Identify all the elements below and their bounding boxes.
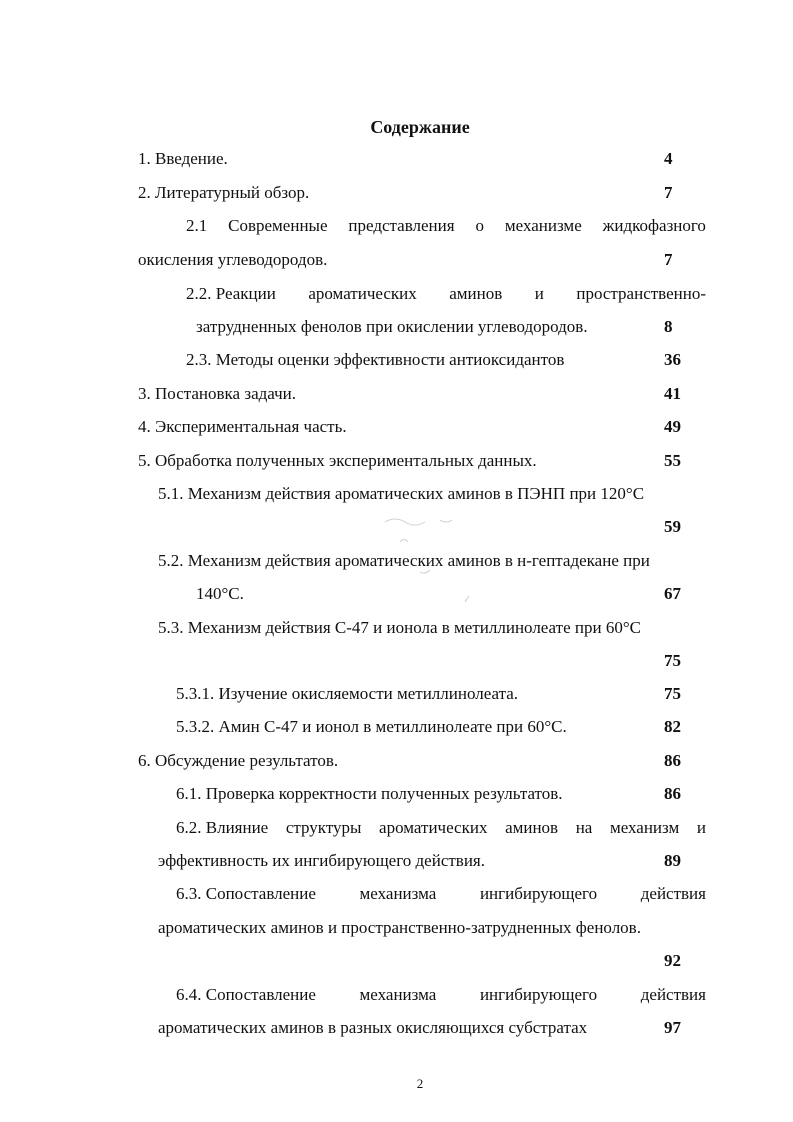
- toc-entry-6-1: 6.1. Проверка корректности полученных результатов.: [176, 784, 563, 803]
- toc-entry-6-2-cont: эффективность их ингибирующего действия.: [158, 851, 485, 870]
- page-number: 2: [416, 1076, 424, 1091]
- toc-entry-4: 4. Экспериментальная часть.: [138, 417, 347, 436]
- toc-page-1: 4: [664, 149, 673, 168]
- toc-entry-2-1: 2.1 Современные представления о механизме жидкофазного: [186, 216, 706, 235]
- toc-page-5-3-2: 82: [664, 717, 681, 736]
- toc-entry-6-4-cont: ароматических аминов в разных окисляющихся субстратах: [158, 1018, 588, 1037]
- toc-entry-5-2-cont: 140°С.: [196, 584, 244, 603]
- toc-page-2-1: 7: [664, 250, 673, 269]
- toc-entry-3: 3. Постановка задачи.: [138, 384, 297, 403]
- toc-page-3: 41: [664, 384, 681, 403]
- toc-entry-1: 1. Введение.: [138, 149, 228, 168]
- toc-page-2: 7: [664, 183, 673, 202]
- toc-entry-5-3-2: 5.3.2. Амин С-47 и ионол в метиллинолеате при 60°С.: [176, 717, 567, 736]
- toc-entry-6-2: 6.2. Влияние структуры ароматических аминов на механизм и: [176, 818, 706, 837]
- toc-entry-5: 5. Обработка полученных экспериментальных данных.: [138, 451, 537, 470]
- toc-page-5: 55: [664, 451, 681, 470]
- toc-entry-2: 2. Литературный обзор.: [138, 183, 310, 202]
- toc-entry-5-2: 5.2. Механизм действия ароматических аминов в н-гептадекане при: [158, 551, 650, 570]
- toc-entry-6: 6. Обсуждение результатов.: [138, 751, 339, 770]
- toc-page-5-2: 67: [664, 584, 681, 603]
- toc-page-2-3: 36: [664, 350, 681, 369]
- toc-entry-2-3: 2.3. Методы оценки эффективности антиоксидантов: [186, 350, 565, 369]
- toc-page-5-3-1: 75: [664, 684, 681, 703]
- toc-page-6: 86: [664, 751, 681, 770]
- toc-entry-6-4: 6.4. Сопоставление механизма ингибирующего действия: [176, 985, 706, 1004]
- toc-page-6-1: 86: [664, 784, 681, 803]
- toc-entry-2-2: 2.2. Реакции ароматических аминов и пространственно-: [186, 284, 706, 303]
- toc-entry-5-1: 5.1. Механизм действия ароматических аминов в ПЭНП при 120°С: [158, 484, 645, 503]
- toc-page-5-1: 59: [664, 517, 681, 536]
- toc-entry-2-1-cont: окисления углеводородов.: [138, 250, 328, 269]
- toc-page-6-2: 89: [664, 851, 681, 870]
- toc-entry-6-3: 6.3. Сопоставление механизма ингибирующего действия: [176, 884, 706, 903]
- toc-page-6-4: 97: [664, 1018, 681, 1037]
- toc-title: Содержание: [370, 117, 470, 137]
- scan-artifact-icon: [380, 512, 520, 612]
- toc-entry-5-3-1: 5.3.1. Изучение окисляемости метиллинолеата.: [176, 684, 519, 703]
- toc-page-6-3: 92: [664, 951, 681, 970]
- toc-entry-5-3: 5.3. Механизм действия С-47 и ионола в метиллинолеате при 60°С: [158, 618, 641, 637]
- toc-page-4: 49: [664, 417, 681, 436]
- toc-entry-6-3-cont: ароматических аминов и пространственно-затрудненных фенолов.: [158, 918, 641, 937]
- toc-page-2-2: 8: [664, 317, 673, 336]
- toc-page-5-3: 75: [664, 651, 681, 670]
- toc-entry-2-2-cont: затрудненных фенолов при окислении углеводородов.: [196, 317, 588, 336]
